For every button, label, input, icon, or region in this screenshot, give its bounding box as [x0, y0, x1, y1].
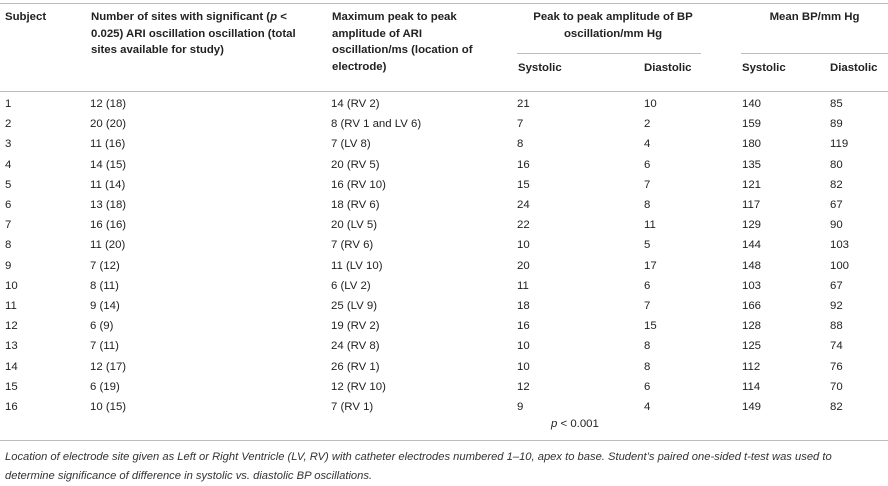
cell-subject: 2	[5, 118, 12, 131]
header-bottom-rule	[0, 91, 888, 92]
cell-subject: 6	[5, 199, 12, 211]
cell-bp-systolic: 15	[517, 178, 530, 191]
cell-bp-diastolic: 17	[644, 259, 657, 272]
cell-bp-systolic: 16	[517, 158, 530, 171]
cell-sites: 6 (9)	[90, 320, 114, 333]
cell-mean-systolic: 135	[742, 158, 762, 171]
cell-max-peak: 12 (RV 10)	[331, 380, 386, 393]
cell-mean-diastolic: 90	[830, 219, 843, 232]
cell-bp-systolic: 11	[517, 279, 529, 292]
cell-bp-systolic: 7	[517, 118, 524, 131]
cell-bp-systolic: 22	[517, 219, 530, 232]
cell-mean-diastolic: 67	[830, 279, 843, 292]
cell-bp-diastolic: 6	[644, 380, 651, 393]
cell-max-peak: 8 (RV 1 and LV 6)	[331, 118, 422, 131]
cell-bp-systolic: 20	[517, 259, 530, 272]
cell-max-peak: 18 (RV 6)	[331, 199, 380, 211]
cell-subject: 8	[5, 239, 12, 252]
cell-subject: 9	[5, 259, 12, 272]
mean-bp-subrule	[741, 53, 888, 54]
p-value-rest: < 0.001	[557, 418, 599, 430]
cell-max-peak: 26 (RV 1)	[331, 360, 380, 373]
cell-sites: 11 (14)	[90, 178, 126, 191]
header-sites-p: p	[270, 11, 278, 23]
cell-mean-systolic: 140	[742, 98, 762, 110]
p-value	[551, 418, 599, 430]
header-mean-systolic: Systolic	[742, 62, 786, 74]
cell-bp-systolic: 12	[517, 380, 530, 393]
cell-mean-systolic: 148	[742, 259, 762, 272]
cell-subject: 15	[5, 380, 18, 393]
header-sites-pre: Number of sites with significant (	[91, 11, 271, 23]
header-bp-systolic: Systolic	[518, 62, 562, 74]
cell-bp-systolic: 10	[517, 360, 530, 373]
cell-bp-systolic: 8	[517, 138, 524, 151]
cell-mean-systolic: 166	[742, 300, 762, 312]
cell-max-peak: 14 (RV 2)	[331, 98, 380, 110]
header-max-peak: Maximum peak to peak amplitude of ARI oscillation/ms (location of electrode)	[332, 11, 473, 73]
header-sites-post: < 0.025) ARI oscillation oscillation (total sites available for study)	[91, 11, 296, 56]
cell-mean-systolic: 128	[742, 320, 762, 333]
cell-mean-systolic: 180	[742, 138, 762, 151]
cell-mean-systolic: 125	[742, 340, 762, 353]
header-subject: Subject	[5, 11, 47, 23]
cell-subject: 4	[5, 158, 12, 171]
cell-mean-systolic: 129	[742, 219, 762, 232]
cell-subject: 7	[5, 219, 12, 232]
cell-bp-diastolic: 10	[644, 98, 657, 110]
cell-mean-diastolic: 85	[830, 98, 843, 110]
cell-sites: 11 (20)	[90, 239, 126, 252]
cell-subject: 10	[5, 279, 18, 292]
cell-mean-diastolic: 92	[830, 300, 843, 312]
cell-sites: 9 (14)	[90, 300, 120, 312]
cell-sites: 8 (11)	[90, 279, 119, 292]
cell-sites: 12 (17)	[90, 360, 127, 373]
cell-mean-diastolic: 74	[830, 340, 843, 353]
cell-max-peak: 7 (RV 6)	[331, 239, 374, 252]
cell-mean-systolic: 103	[742, 279, 762, 292]
cell-max-peak: 19 (RV 2)	[331, 320, 380, 333]
cell-sites: 13 (18)	[90, 199, 127, 211]
cell-bp-diastolic: 4	[644, 401, 651, 413]
cell-bp-systolic: 21	[517, 98, 530, 110]
cell-mean-diastolic: 100	[830, 259, 850, 272]
cell-mean-systolic: 144	[742, 239, 762, 252]
cell-sites: 7 (11)	[90, 340, 119, 353]
p-value-p: p	[551, 418, 558, 430]
cell-mean-systolic: 114	[742, 380, 761, 393]
cell-subject: 13	[5, 340, 18, 353]
cell-mean-systolic: 112	[742, 360, 761, 373]
cell-bp-systolic: 10	[517, 239, 530, 252]
cell-bp-diastolic: 7	[644, 178, 651, 191]
cell-sites: 11 (16)	[90, 138, 126, 151]
cell-bp-diastolic: 15	[644, 320, 657, 333]
table-footnote: Location of electrode site given as Left or Right Ventricle (LV, RV) with catheter electrodes numbered 1–10, apex to base. Student’s paired one-sided t-test was used to determine significance of difference in systolic vs. diastolic BP oscillations.	[5, 451, 832, 482]
cell-mean-diastolic: 67	[830, 199, 843, 211]
cell-sites: 16 (16)	[90, 219, 127, 232]
cell-bp-systolic: 16	[517, 320, 530, 333]
cell-subject: 3	[5, 138, 12, 151]
cell-mean-systolic: 159	[742, 118, 762, 131]
cell-mean-diastolic: 119	[830, 138, 849, 151]
cell-bp-diastolic: 11	[644, 219, 656, 232]
cell-max-peak: 24 (RV 8)	[331, 340, 380, 353]
cell-mean-diastolic: 89	[830, 118, 843, 131]
cell-max-peak: 6 (LV 2)	[331, 279, 371, 292]
top-rule	[0, 3, 888, 4]
cell-max-peak: 11 (LV 10)	[331, 259, 383, 272]
cell-max-peak: 20 (LV 5)	[331, 219, 378, 232]
cell-subject: 1	[5, 98, 12, 110]
cell-bp-diastolic: 8	[644, 340, 651, 353]
cell-mean-diastolic: 82	[830, 178, 843, 191]
cell-bp-diastolic: 8	[644, 199, 651, 211]
header-sites	[91, 9, 321, 59]
cell-subject: 14	[5, 360, 18, 373]
cell-bp-diastolic: 5	[644, 239, 651, 252]
header-mean-bp: Mean BP/mm Hg	[769, 11, 860, 23]
cell-bp-diastolic: 8	[644, 360, 651, 373]
cell-subject: 11	[5, 300, 17, 312]
cell-sites: 7 (12)	[90, 259, 120, 272]
cell-mean-systolic: 121	[742, 178, 762, 191]
cell-sites: 20 (20)	[90, 118, 127, 131]
cell-sites: 6 (19)	[90, 380, 120, 393]
header-bp-amplitude: Peak to peak amplitude of BP oscillation/mm Hg	[533, 11, 693, 40]
cell-bp-systolic: 18	[517, 300, 530, 312]
cell-max-peak: 20 (RV 5)	[331, 158, 380, 171]
header-bp-diastolic: Diastolic	[644, 62, 692, 74]
cell-mean-diastolic: 82	[830, 401, 843, 413]
cell-mean-diastolic: 103	[830, 239, 850, 252]
cell-bp-diastolic: 7	[644, 300, 651, 312]
cell-bp-systolic: 24	[517, 199, 530, 211]
cell-bp-diastolic: 6	[644, 279, 651, 292]
cell-max-peak: 7 (LV 8)	[331, 138, 371, 151]
cell-sites: 10 (15)	[90, 401, 127, 413]
cell-mean-systolic: 117	[742, 199, 761, 211]
cell-mean-diastolic: 88	[830, 320, 843, 333]
cell-subject: 16	[5, 401, 18, 413]
cell-bp-diastolic: 2	[644, 118, 651, 131]
cell-mean-systolic: 149	[742, 401, 762, 413]
cell-bp-systolic: 9	[517, 401, 524, 413]
cell-sites: 12 (18)	[90, 98, 127, 110]
cell-max-peak: 16 (RV 10)	[331, 178, 386, 191]
cell-mean-diastolic: 70	[830, 380, 843, 393]
cell-max-peak: 25 (LV 9)	[331, 300, 378, 312]
cell-sites: 14 (15)	[90, 158, 127, 171]
cell-bp-systolic: 10	[517, 340, 530, 353]
cell-bp-diastolic: 6	[644, 158, 651, 171]
cell-bp-diastolic: 4	[644, 138, 651, 151]
bottom-rule	[0, 440, 888, 441]
cell-subject: 12	[5, 320, 18, 333]
bp-amp-subrule	[517, 53, 701, 54]
header-mean-diastolic: Diastolic	[830, 62, 878, 74]
cell-max-peak: 7 (RV 1)	[331, 401, 374, 413]
cell-subject: 5	[5, 178, 12, 191]
cell-mean-diastolic: 80	[830, 158, 843, 171]
cell-mean-diastolic: 76	[830, 360, 843, 373]
